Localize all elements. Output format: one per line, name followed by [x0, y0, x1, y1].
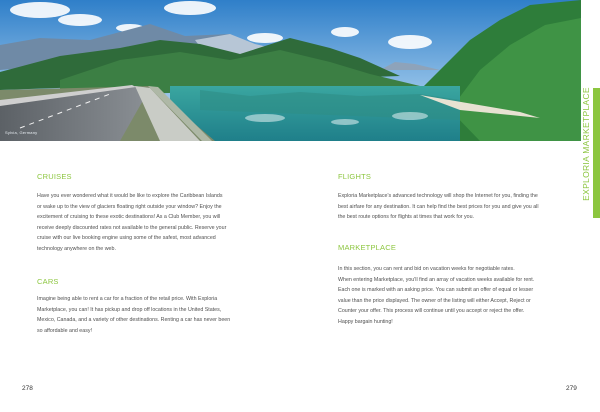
side-tab-text: EXPLORIA MARKETPLACE: [581, 87, 591, 201]
side-tab-label: [580, 88, 592, 200]
landscape-photo: [0, 0, 581, 141]
text-line: Happy bargain hunting!: [338, 318, 393, 325]
text-line: best airfare for any destination. It can help find the best prices for you and give you all: [338, 203, 539, 210]
cars-text: [37, 294, 230, 336]
text-line: Imagine being able to rent a car for a fraction of the retail price. With Exploria: [37, 296, 218, 302]
text-line: technology anywhere on the web.: [37, 245, 116, 252]
text-line: Mexico, Canada, and a variety of other destinations. Renting a car has never been: [37, 317, 231, 324]
text-line: Each one is marked with an asking price. You can submit an offer of equal or lesser: [338, 287, 534, 294]
page-number-right: 279: [566, 385, 577, 392]
marketplace-text: [338, 264, 534, 328]
flights-text: [338, 191, 539, 223]
page-number-left: 278: [22, 385, 33, 392]
cruises-text: [37, 191, 226, 255]
text-line: When entering Marketplace, you'll find an array of vacation weeks available for rent.: [338, 276, 535, 283]
text-line: the best route options for flights at times that work for you.: [338, 214, 475, 221]
text-line: excitement of cruising to these exotic destinations! As a Club Member, you will: [37, 214, 221, 221]
text-line: Exploria Marketplace's advanced technology will shop the Internet for you, finding the: [338, 193, 538, 199]
cruises-heading: CRUISES: [37, 172, 72, 181]
text-line: receive deeply discounted rates not available to the general public. Reserve your: [37, 224, 227, 231]
photo-caption: Sylvia, Germany: [5, 130, 38, 135]
side-tab-bar: [593, 88, 600, 218]
marketplace-heading: MARKETPLACE: [338, 243, 397, 252]
text-line: so affordable and easy!: [37, 327, 92, 334]
text-line: Counter your offer. This process will continue until you accept or reject the offer.: [338, 308, 525, 315]
text-line: cruise with our live booking engine using some of the safest, most advanced: [37, 235, 216, 242]
text-line: In this section, you can rent and bid on vacation weeks for negotiable rates.: [338, 266, 515, 272]
text-line: value than the price displayed. The owner of the listing will either Accept, Reject or: [338, 297, 531, 304]
flights-heading: FLIGHTS: [338, 172, 372, 181]
text-line: or wake up to the view of glaciers floating right outside your window? Enjoy the: [37, 203, 222, 210]
cars-heading: CARS: [37, 277, 59, 286]
text-line: Have you ever wondered what it would be like to explore the Caribbean Islands: [37, 193, 223, 199]
text-line: Marketplace, you can! It has pickup and drop off locations in the United States,: [37, 306, 222, 313]
